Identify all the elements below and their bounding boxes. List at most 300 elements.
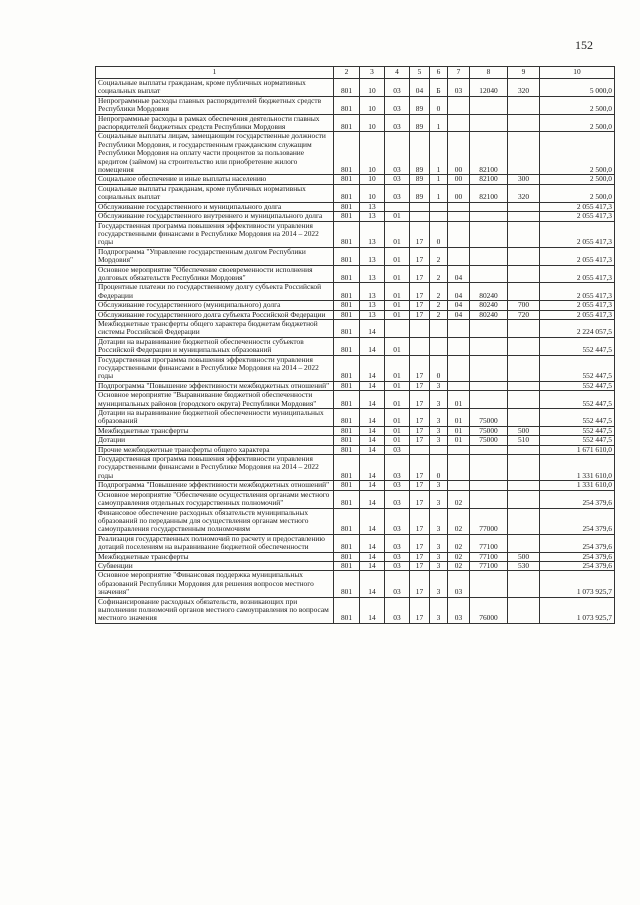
row-description: Финансовое обеспечение расходных обязательств муниципальных образований по переданным для осуществления органам местного самоуправления государственным полномочиям	[96, 508, 334, 534]
row-amount: 552 447,5	[540, 426, 615, 435]
row-amount: 552 447,5	[540, 381, 615, 390]
row-code-4: 03	[385, 597, 410, 623]
row-code-4	[385, 319, 410, 337]
row-code-4: 03	[385, 184, 410, 202]
row-code-8: 12040	[470, 79, 508, 97]
row-description: Подпрограмма "Управление государственным долгом Республики Мордовия"	[96, 247, 334, 265]
column-header-3: 3	[360, 67, 385, 79]
row-code-5: 04	[410, 79, 430, 97]
row-code-5: 17	[410, 455, 430, 481]
row-amount: 552 447,5	[540, 355, 615, 381]
row-code-3: 10	[360, 79, 385, 97]
row-code-3: 13	[360, 221, 385, 247]
row-code-3: 10	[360, 96, 385, 114]
row-code-9	[508, 455, 540, 481]
row-description: Основное мероприятие "Обеспечение своевременности исполнения долговых обязательств Республики Мордовия"	[96, 265, 334, 283]
row-amount: 2 224 057,5	[540, 319, 615, 337]
table-row	[96, 436, 615, 445]
row-code-7	[448, 247, 470, 265]
row-code-4: 03	[385, 508, 410, 534]
row-code-3: 14	[360, 436, 385, 445]
row-code-3: 14	[360, 355, 385, 381]
row-code-7	[448, 445, 470, 454]
row-description: Основное мероприятие "Обеспечение осуществления органами местного самоуправления отдельных государственных полномочий"	[96, 490, 334, 508]
row-description: Процентные платежи по государственному долгу субъекта Российской Федерации	[96, 283, 334, 301]
row-code-8	[470, 455, 508, 481]
row-code-3: 14	[360, 445, 385, 454]
row-code-8	[470, 114, 508, 132]
row-code-6: 3	[430, 381, 448, 390]
row-code-9	[508, 445, 540, 454]
row-code-4: 01	[385, 426, 410, 435]
row-code-8: 77100	[470, 561, 508, 570]
row-code-2: 801	[334, 534, 360, 552]
row-code-3: 14	[360, 455, 385, 481]
row-description: Межбюджетные трансферты	[96, 552, 334, 561]
row-code-3: 14	[360, 481, 385, 490]
row-code-9	[508, 221, 540, 247]
row-amount: 2 055 417,3	[540, 247, 615, 265]
column-header-7: 7	[448, 67, 470, 79]
row-code-6: 3	[430, 571, 448, 597]
row-amount: 1 073 925,7	[540, 571, 615, 597]
row-code-7: 02	[448, 561, 470, 570]
row-code-6: 3	[430, 597, 448, 623]
row-code-4: 03	[385, 571, 410, 597]
row-description: Государственная программа повышения эффективности управления государственными финансами в Республике Мордовия на 2014 – 2022 годы	[96, 355, 334, 381]
row-amount: 1 331 610,0	[540, 455, 615, 481]
row-code-4: 03	[385, 96, 410, 114]
row-description: Социальные выплаты гражданам, кроме публичных нормативных социальных выплат	[96, 79, 334, 97]
row-code-8	[470, 221, 508, 247]
row-code-9	[508, 534, 540, 552]
row-code-2: 801	[334, 301, 360, 310]
row-code-3: 13	[360, 212, 385, 221]
row-code-6: 3	[430, 552, 448, 561]
row-code-4: 01	[385, 355, 410, 381]
row-code-3: 14	[360, 597, 385, 623]
row-code-9	[508, 114, 540, 132]
row-code-4: 01	[385, 436, 410, 445]
row-code-8: 75000	[470, 426, 508, 435]
row-code-9	[508, 490, 540, 508]
row-description: Обслуживание государственного и муниципального долга	[96, 202, 334, 211]
table-row	[96, 265, 615, 283]
page-number: 152	[575, 38, 593, 52]
row-code-8	[470, 96, 508, 114]
row-code-8	[470, 381, 508, 390]
row-amount: 1 073 925,7	[540, 597, 615, 623]
row-description: Социальные выплаты лицам, замещающим государственные должности Республики Мордовия, и государственным гражданским служащим Республики Мордовия на оплату части процентов за пользование кредитом (займом) на строительство или приобретение жилого помещения	[96, 132, 334, 175]
column-header-6: 6	[430, 67, 448, 79]
row-amount: 254 379,6	[540, 534, 615, 552]
row-code-8: 80240	[470, 310, 508, 319]
row-code-8	[470, 391, 508, 409]
row-code-8: 82100	[470, 132, 508, 175]
row-code-9: 720	[508, 310, 540, 319]
row-code-9	[508, 96, 540, 114]
table-row	[96, 597, 615, 623]
table-row	[96, 552, 615, 561]
row-code-6: 0	[430, 221, 448, 247]
table-row	[96, 114, 615, 132]
row-code-5: 17	[410, 481, 430, 490]
row-code-8: 80240	[470, 283, 508, 301]
row-code-7: 02	[448, 508, 470, 534]
row-code-2: 801	[334, 561, 360, 570]
row-code-2: 801	[334, 597, 360, 623]
row-code-4: 01	[385, 212, 410, 221]
row-code-7: 00	[448, 175, 470, 184]
row-code-4: 01	[385, 391, 410, 409]
row-code-8	[470, 337, 508, 355]
row-code-5: 17	[410, 381, 430, 390]
row-code-5: 17	[410, 534, 430, 552]
row-code-7	[448, 481, 470, 490]
row-code-7: 04	[448, 283, 470, 301]
row-code-5: 17	[410, 409, 430, 427]
row-description: Дотации	[96, 436, 334, 445]
row-code-3: 10	[360, 175, 385, 184]
row-code-2: 801	[334, 175, 360, 184]
row-code-5: 17	[410, 265, 430, 283]
row-code-2: 801	[334, 409, 360, 427]
row-code-8: 77100	[470, 534, 508, 552]
row-code-5: 17	[410, 310, 430, 319]
row-code-8	[470, 355, 508, 381]
row-code-6: 0	[430, 96, 448, 114]
row-code-2: 801	[334, 481, 360, 490]
row-description: Непрограммные расходы в рамках обеспечения деятельности главных распорядителей бюджетных средств Республики Мордовия	[96, 114, 334, 132]
row-code-7: 04	[448, 301, 470, 310]
row-amount: 1 671 610,0	[540, 445, 615, 454]
row-amount: 254 379,6	[540, 552, 615, 561]
row-code-6: 1	[430, 175, 448, 184]
row-code-5: 89	[410, 114, 430, 132]
row-code-3: 10	[360, 184, 385, 202]
row-code-5: 17	[410, 561, 430, 570]
row-description: Социальные выплаты гражданам, кроме публичных нормативных социальных выплат	[96, 184, 334, 202]
row-code-2: 801	[334, 445, 360, 454]
table-row	[96, 247, 615, 265]
row-code-6	[430, 212, 448, 221]
row-code-2: 801	[334, 319, 360, 337]
row-code-5	[410, 202, 430, 211]
row-amount: 2 500,0	[540, 175, 615, 184]
row-code-4: 03	[385, 175, 410, 184]
row-code-2: 801	[334, 552, 360, 561]
row-code-5: 17	[410, 508, 430, 534]
row-description: Основное мероприятие "Выравнивание бюджетной обеспеченности муниципальных районов (городского округа) Республики Мордовия"	[96, 391, 334, 409]
table-row	[96, 96, 615, 114]
row-code-5: 17	[410, 247, 430, 265]
row-code-9: 510	[508, 436, 540, 445]
row-code-4: 03	[385, 455, 410, 481]
row-code-9	[508, 319, 540, 337]
column-header-8: 8	[470, 67, 508, 79]
row-code-7: 04	[448, 310, 470, 319]
row-code-7: 02	[448, 490, 470, 508]
row-code-5	[410, 212, 430, 221]
row-code-8	[470, 481, 508, 490]
row-description: Дотации на выравнивание бюджетной обеспеченности субъектов Российской Федерации и муниципальных образований	[96, 337, 334, 355]
table-row	[96, 481, 615, 490]
row-code-7	[448, 221, 470, 247]
row-code-4: 03	[385, 132, 410, 175]
column-header-4: 4	[385, 67, 410, 79]
row-code-7	[448, 381, 470, 390]
table-row	[96, 391, 615, 409]
row-code-3: 13	[360, 202, 385, 211]
row-code-7: 03	[448, 597, 470, 623]
row-code-4: 01	[385, 381, 410, 390]
column-header-1: 1	[96, 67, 334, 79]
row-code-4: 01	[385, 221, 410, 247]
table-row	[96, 283, 615, 301]
row-code-3: 14	[360, 561, 385, 570]
row-code-9	[508, 283, 540, 301]
row-description: Социальное обеспечение и иные выплаты населению	[96, 175, 334, 184]
row-amount: 2 055 417,3	[540, 202, 615, 211]
row-code-4: 03	[385, 445, 410, 454]
row-code-3: 13	[360, 265, 385, 283]
row-code-3: 14	[360, 571, 385, 597]
row-code-8	[470, 202, 508, 211]
row-code-9: 500	[508, 426, 540, 435]
row-code-9	[508, 132, 540, 175]
row-code-5: 17	[410, 436, 430, 445]
row-code-7: 01	[448, 391, 470, 409]
row-amount: 2 055 417,3	[540, 221, 615, 247]
row-code-8: 76000	[470, 597, 508, 623]
row-description: Подпрограмма "Повышение эффективности межбюджетных отношений"	[96, 481, 334, 490]
row-code-6: 3	[430, 391, 448, 409]
row-description: Непрограммные расходы главных распорядителей бюджетных средств Республики Мордовия	[96, 96, 334, 114]
row-code-2: 801	[334, 310, 360, 319]
row-code-6: 3	[430, 490, 448, 508]
row-code-6: 2	[430, 265, 448, 283]
row-amount: 2 500,0	[540, 132, 615, 175]
row-code-3: 14	[360, 552, 385, 561]
row-code-3: 13	[360, 310, 385, 319]
row-code-5	[410, 445, 430, 454]
row-code-4: 01	[385, 337, 410, 355]
table-header-row	[96, 67, 615, 79]
row-code-8: 75000	[470, 436, 508, 445]
row-code-5: 17	[410, 426, 430, 435]
row-code-6: 3	[430, 534, 448, 552]
row-code-8	[470, 571, 508, 597]
row-code-9	[508, 381, 540, 390]
table-row	[96, 184, 615, 202]
row-code-2: 801	[334, 337, 360, 355]
row-code-3: 14	[360, 319, 385, 337]
table-row	[96, 409, 615, 427]
row-code-2: 801	[334, 212, 360, 221]
row-code-6	[430, 202, 448, 211]
table-row	[96, 490, 615, 508]
row-code-4: 01	[385, 301, 410, 310]
row-code-4: 01	[385, 265, 410, 283]
row-code-9	[508, 247, 540, 265]
row-description: Софинансирование расходных обязательств, возникающих при выполнении полномочий органов местного самоуправления по вопросам местного значения	[96, 597, 334, 623]
row-code-6: 3	[430, 561, 448, 570]
row-code-2: 801	[334, 202, 360, 211]
table-row	[96, 534, 615, 552]
row-code-9: 320	[508, 184, 540, 202]
row-code-8	[470, 490, 508, 508]
row-code-9: 320	[508, 79, 540, 97]
row-code-5: 89	[410, 132, 430, 175]
row-code-7: 00	[448, 184, 470, 202]
row-code-7: 02	[448, 534, 470, 552]
row-amount: 2 055 417,3	[540, 212, 615, 221]
row-code-3: 14	[360, 337, 385, 355]
row-code-6	[430, 337, 448, 355]
row-code-7	[448, 96, 470, 114]
row-code-6: 3	[430, 426, 448, 435]
table-row	[96, 571, 615, 597]
table-row	[96, 212, 615, 221]
row-code-6: 2	[430, 310, 448, 319]
row-code-7: 03	[448, 571, 470, 597]
row-code-8: 80240	[470, 301, 508, 310]
row-code-2: 801	[334, 508, 360, 534]
row-amount: 254 379,6	[540, 508, 615, 534]
row-code-5: 17	[410, 301, 430, 310]
row-code-6: 1	[430, 114, 448, 132]
row-code-3: 13	[360, 283, 385, 301]
row-code-2: 801	[334, 184, 360, 202]
row-code-5: 17	[410, 552, 430, 561]
row-amount: 1 331 610,0	[540, 481, 615, 490]
row-code-9: 530	[508, 561, 540, 570]
column-header-10: 10	[540, 67, 615, 79]
row-code-8	[470, 212, 508, 221]
row-code-5: 17	[410, 355, 430, 381]
row-code-8: 82100	[470, 184, 508, 202]
row-description: Подпрограмма "Повышение эффективности межбюджетных отношений"	[96, 381, 334, 390]
row-description: Реализация государственных полномочий по расчету и предоставлению дотаций поселениям на выравнивание бюджетной обеспеченности	[96, 534, 334, 552]
budget-table	[95, 66, 615, 624]
row-code-7	[448, 202, 470, 211]
row-description: Дотации на выравнивание бюджетной обеспеченности муниципальных образований	[96, 409, 334, 427]
row-code-3: 14	[360, 409, 385, 427]
row-code-2: 801	[334, 381, 360, 390]
row-code-9: 300	[508, 175, 540, 184]
row-description: Прочие межбюджетные трансферты общего характера	[96, 445, 334, 454]
row-code-6: Б	[430, 79, 448, 97]
row-code-6: 1	[430, 132, 448, 175]
row-code-3: 14	[360, 508, 385, 534]
row-amount: 552 447,5	[540, 436, 615, 445]
row-code-6: 3	[430, 436, 448, 445]
row-code-2: 801	[334, 79, 360, 97]
row-code-2: 801	[334, 571, 360, 597]
row-amount: 2 055 417,3	[540, 265, 615, 283]
row-code-6	[430, 319, 448, 337]
row-code-9	[508, 481, 540, 490]
row-code-2: 801	[334, 265, 360, 283]
row-code-2: 801	[334, 96, 360, 114]
row-code-7: 01	[448, 409, 470, 427]
row-code-7: 02	[448, 552, 470, 561]
row-code-4: 01	[385, 247, 410, 265]
row-amount: 552 447,5	[540, 337, 615, 355]
row-description: Государственная программа повышения эффективности управления государственными финансами в Республике Мордовия на 2014 – 2022 годы	[96, 221, 334, 247]
row-code-3: 13	[360, 247, 385, 265]
row-code-5: 17	[410, 283, 430, 301]
row-code-8	[470, 265, 508, 283]
row-description: Государственная программа повышения эффективности управления государственными финансами в Республике Мордовия на 2014 – 2022 годы	[96, 455, 334, 481]
row-code-9	[508, 571, 540, 597]
row-amount: 2 055 417,3	[540, 283, 615, 301]
row-code-3: 14	[360, 391, 385, 409]
row-description: Обслуживание государственного (муниципального) долга	[96, 301, 334, 310]
row-code-9	[508, 597, 540, 623]
table-row	[96, 355, 615, 381]
row-code-2: 801	[334, 114, 360, 132]
row-code-9	[508, 391, 540, 409]
table-body	[96, 79, 615, 624]
row-code-5: 89	[410, 184, 430, 202]
row-code-6: 1	[430, 184, 448, 202]
row-amount: 2 500,0	[540, 96, 615, 114]
row-code-8	[470, 319, 508, 337]
row-code-9	[508, 355, 540, 381]
row-amount: 552 447,5	[540, 409, 615, 427]
row-amount: 254 379,6	[540, 561, 615, 570]
row-description: Межбюджетные трансферты общего характера бюджетам бюджетной системы Российской Федерации	[96, 319, 334, 337]
row-description: Межбюджетные трансферты	[96, 426, 334, 435]
table-row	[96, 79, 615, 97]
table-row	[96, 301, 615, 310]
row-code-2: 801	[334, 455, 360, 481]
row-code-6	[430, 445, 448, 454]
row-code-5: 17	[410, 221, 430, 247]
table-row	[96, 175, 615, 184]
row-code-6: 0	[430, 355, 448, 381]
row-code-3: 10	[360, 132, 385, 175]
row-amount: 2 500,0	[540, 114, 615, 132]
row-code-2: 801	[334, 490, 360, 508]
row-code-5: 89	[410, 96, 430, 114]
row-description: Основное мероприятие "Финансовая поддержка муниципальных образований Республики Мордовия для решения вопросов местного значения"	[96, 571, 334, 597]
row-code-8: 82100	[470, 175, 508, 184]
row-code-4: 01	[385, 409, 410, 427]
row-description: Субвенции	[96, 561, 334, 570]
row-code-3: 14	[360, 490, 385, 508]
row-code-3: 14	[360, 534, 385, 552]
table-row	[96, 426, 615, 435]
row-code-4: 03	[385, 552, 410, 561]
row-code-2: 801	[334, 247, 360, 265]
row-amount: 552 447,5	[540, 391, 615, 409]
row-code-3: 14	[360, 381, 385, 390]
row-code-6: 3	[430, 481, 448, 490]
row-code-7	[448, 355, 470, 381]
table-row	[96, 319, 615, 337]
row-code-7: 04	[448, 265, 470, 283]
row-amount: 5 000,0	[540, 79, 615, 97]
row-amount: 2 055 417,3	[540, 301, 615, 310]
table-row	[96, 337, 615, 355]
row-code-2: 801	[334, 391, 360, 409]
row-code-7	[448, 455, 470, 481]
row-code-3: 10	[360, 114, 385, 132]
row-code-9: 500	[508, 552, 540, 561]
row-code-5: 89	[410, 175, 430, 184]
